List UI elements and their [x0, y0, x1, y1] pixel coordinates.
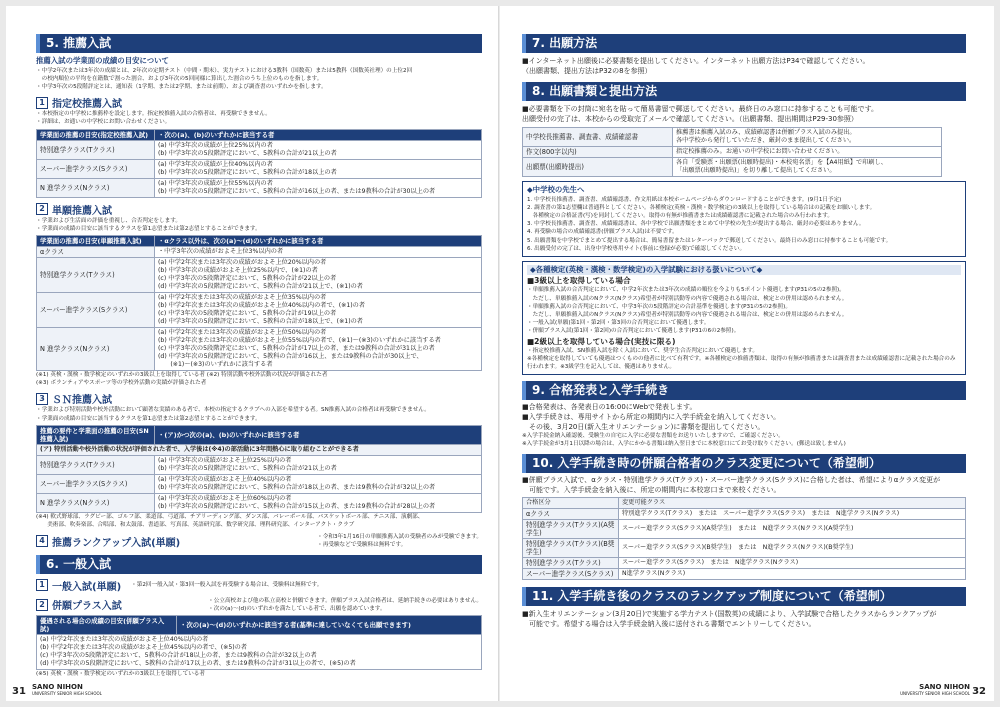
jhs-line-1: 2. 調査書の第1志望欄は普通科としてください。各種検定(英検・漢検・数学検定)の3級以上を取得している場合はの記載をお願いします。: [527, 204, 876, 211]
t3-class-cell: N 進学クラス(Nクラス): [37, 493, 155, 512]
t10-class-cell: 特別進学クラス(Tクラス): [523, 557, 619, 568]
s5-line-1: の校内順位の平均を在籍数で割った割合、および3年次の5回同様に算出した割合のうち上位のものを指します。: [36, 75, 323, 82]
t1-criterion: (b) 中学3年次の5段階評定において、5教科の合計が18以上の者: [158, 168, 337, 176]
brand-left: [32, 683, 102, 696]
t2-criterion: (a) 中学2年次または3年次の成績がおよそ上位50%以内の者: [158, 328, 327, 336]
exam1-line-5: ・併願プラス入試(第1回・第2回)の合否判定において優遇します(P31の6の2参照)。: [527, 328, 740, 335]
t8-class-cell: 作文(800字以内): [523, 147, 673, 158]
t1-criterion: (b) 中学3年次の5段階評定において、5教科の合計が21以上の者: [158, 149, 337, 157]
s11-line-1: 可能です。希望する場合は入学手続金納入後に送付される書類でエントリーしてください。: [522, 619, 816, 628]
page-number-left: 31: [12, 686, 26, 697]
t8-criteria-cell: [673, 158, 942, 177]
t1-criterion: (a) 中学3年次の成績が上位25%以内の者: [158, 141, 273, 149]
t2-class-cell: スーパー進学クラス(Sクラス): [37, 292, 155, 327]
t3-row: [37, 474, 482, 493]
s11-line-0: ■新入生オリエンテーション(3月20日)で実施する学力テスト(国数英)の成績により、入学試験で合格したクラスからランクアップが: [522, 609, 937, 618]
num-1: 1: [36, 97, 48, 109]
jhs-line-3: 3. 中学校長推薦書、調査書、成績確認書は、各中学校で出願書類をまとめて中学校の先生が提出する場合、厳封の必要はありません。: [527, 221, 865, 228]
t2-criterion: (d) 中学3年次の5段階評定において、5教科の合計が16以上、または9教科の合計が30以上で、: [158, 352, 423, 360]
g2-note-line-1: ・次の(a)～(d)のいずれかを満たしている者で、出願を認めています。: [208, 605, 386, 612]
note2-0: (※1) 英検・漢検・数学検定のいずれかの3級以上を取得している者 (※2) 特別活動や校外活動の状況が評価された者: [36, 371, 328, 378]
t8-criterion: 推薦書は推薦入試のみ、成績確認書は併願プラス入試のみ提出。: [676, 129, 856, 136]
s5-line-2: ・中学3年次の5段階評定とは、通知表（1学期、または2学期、または前期）、および調査書のいずれかを指します。: [36, 83, 327, 90]
num-2: 2: [36, 203, 48, 215]
t3-class-cell: 特別進学クラス(Tクラス): [37, 455, 155, 474]
t1-criterion: (a) 中学3年次の成績が上位55%以内の者: [158, 179, 273, 187]
table-documents: [522, 127, 942, 177]
exam-sub2: ■2級以上を取得している場合(実技に限る): [527, 336, 676, 346]
t2-row: [37, 257, 482, 292]
num-4: 4: [36, 535, 48, 547]
t2-row: [37, 292, 482, 327]
jhs-line-5: 5. 出願書類を中学校でまとめて提出する場合は、簡易書留またはレターパックで郵送してください。最終日のみ窓口に持参することも可能です。: [527, 237, 892, 244]
t8-row: [523, 158, 942, 177]
t2-criteria-cell: [155, 292, 482, 327]
t3-row: [37, 493, 482, 512]
s7-lines: [522, 56, 966, 76]
t10-row: [523, 519, 966, 538]
t1-class-cell: N 進学クラス(Nクラス): [37, 178, 155, 197]
t2-criterion: (d) 中学3年次の5段階評定において、5教科の合計が21以上で、(※1)の者: [158, 282, 363, 290]
section-7-header: 7. 出願方法: [522, 34, 966, 53]
t10-row: [523, 538, 966, 557]
note2-1: (※3) ボランティアやスポーツ等の学校外活動の実績が評価された者: [36, 380, 207, 387]
table-sn: [36, 425, 482, 513]
t10-criterion: 特別進学クラス(Tクラス) または スーパー進学クラス(Sクラス) または N進学クラス(Nクラス): [622, 509, 900, 517]
s9-small-line-0: ※入学手続金納入確認後、受験生の自宅に入学に必要な書類をお送りいたしますので、ご確認ください。: [522, 433, 784, 440]
exam2-line-0: ・指定校推薦入試、SN推薦入試を除く入試において、奨学生合否判定において優遇します。: [527, 347, 758, 354]
t2-criterion: (b) 中学2年次または3年次の成績がおよそ上位55%以内の者で、(※1)～(※3)のいずれかに該当する者: [158, 336, 441, 344]
g2-heading: [36, 597, 482, 613]
sub1-heading: [36, 95, 482, 110]
sub1-line-1: ・詳細は、お通いの中学校にお問い合わせください。: [36, 119, 171, 126]
s9-line-1: ■入学手続きは、専用サイトから所定の期間内に入学手続金を納入してください。: [522, 413, 781, 422]
t3-head-a: 推薦の要件と学業面の推薦の目安(SN推薦入試): [37, 425, 155, 444]
t3-criterion: (b) 中学3年次の5段階評定において、5教科の合計が18以上の者、または9教科の合計が32以上の者: [158, 483, 436, 491]
sub2-lines: [36, 217, 482, 233]
note3-0: (※4) 軟式野球部、ラグビー部、ゴルフ部、柔道部、弓道部、チアリーディング部、ダンス部、バレーボール部、バスケットボール部、テニス部、演劇部、: [36, 513, 424, 520]
sub1-title: 指定校推薦入試: [52, 99, 122, 111]
s11-lines: [522, 609, 966, 629]
t3-criterion: (a) 中学3年次の成績がおよそ上位25%以内の者: [158, 456, 292, 464]
s9-line-2: その後、3月20日(新入生オリエンテーション)に書類を提出してください。: [522, 423, 765, 432]
s10-line-0: ■併願プラス入試で、αクラス・特別進学クラス(Tクラス)・スーパー進学クラス(Sクラス)に合格した者は、希望によりαクラス変更が: [522, 475, 941, 484]
s9-lines: [522, 402, 966, 432]
t10-criterion: スーパー進学クラス(Sクラス)(A奨学生) または N進学クラス(Nクラス)(A奨学生): [622, 524, 854, 532]
t1-class-cell: 特別進学クラス(Tクラス): [37, 140, 155, 159]
exam-sub1: ■3級以上を取得している場合: [527, 276, 631, 286]
t4-cell: [37, 634, 482, 669]
t8-criterion: 指定校推薦のみ。お通いの中学校にお問い合わせください。: [676, 148, 844, 155]
t10-row: [523, 568, 966, 579]
t3-head-c: (ア) 特別活動や校外活動の状況が評価された者で、入学後は(※4)の部活動に3年間熱心に取り組むことができる者: [37, 444, 482, 455]
exam2-lines: [527, 347, 961, 372]
t1-criteria-cell: [155, 140, 482, 159]
t2-row: [37, 327, 482, 370]
jhs-line-2: 各種検定の合格証書(写)を同封してください。取得の有無が推薦書または成績確認書に記載された場合のみ行われます。: [527, 212, 833, 219]
sub4-note-line-0: ・令和3年1月16日の単願推薦入試の受験者のみが受験できます。: [317, 534, 482, 541]
s5-bullet: 推薦入試の学業面の成績の目安について: [36, 56, 169, 65]
table-plus: [36, 615, 482, 670]
t10-h1: 変更可能クラス: [619, 497, 966, 508]
t1-criteria-cell: [155, 159, 482, 178]
table-single: [36, 235, 482, 371]
brand-right: [900, 683, 970, 696]
t8-class-cell: 出願票(出願時提出): [523, 158, 673, 177]
s7-line-1: （出願書類、提出方法はP32の8を参照）: [522, 67, 652, 75]
num-g2: 2: [36, 599, 48, 611]
note3-1: 美術部、吹奏楽部、合唱部、和太鼓部、書道部、写真部、英語研究部、数学研究部、理科研究部、インターアクト・クラブ: [36, 521, 355, 528]
s7-line-0: ■インターネット出願後に必要書類を提出してください。インターネット出願方法はP34で確認してください。: [522, 57, 870, 65]
brand-sub-left: UNIVERSITY SENIOR HIGH SCHOOL: [32, 691, 102, 696]
t4-line-2: (c) 中学3年次の5段階評定において、5教科の合計が18以上の者、または9教科の合計が32以上の者: [40, 651, 317, 659]
t4-head-a: 優遇される場合の成績の目安(併願プラス入試): [37, 615, 177, 634]
t8-row: [523, 128, 942, 147]
jhs-box: [522, 181, 966, 257]
t10-row: [523, 508, 966, 519]
t1-row: [37, 178, 482, 197]
t2-head-a: 学業面の推薦の目安(単願推薦入試): [37, 235, 155, 246]
t3-criteria-cell: [155, 474, 482, 493]
t2-criterion: (c) 中学3年次の5段階評定において、5教科の合計が17以上の者、または9教科の合計が31以上の者: [158, 344, 435, 352]
t10-row: [523, 557, 966, 568]
brand-name-left: SANO NIHON: [32, 683, 83, 691]
t2-class-cell: 特別進学クラス(Tクラス): [37, 257, 155, 292]
sub2-line-1: ・学業面の成績の目安に該当するクラスを第1志望または第2志望とすることができます。: [36, 225, 261, 232]
exam1-line-0: ・単願推薦入試の合否判定において、中学2年次または3年次の成績の順位を今よりも5ポイント優遇します(P31の5の2参照)。: [527, 287, 845, 294]
t2-criterion: ・中学3年次の成績がおよそ上位3%以内の者: [158, 247, 284, 255]
jhs-line-0: 1. 中学校長推薦書、調査書、成績確認書、作文用紙は本校ホームページからダウンロードすることができます。(9月1日予定): [527, 196, 842, 203]
jhs-title: ◆中学校の先生へ: [527, 185, 585, 194]
sub3-line-1: ・学業面の成績の目安に該当するクラスを第1志望または第2志望とすることができます。: [36, 415, 261, 422]
exam1-lines: [527, 286, 961, 335]
sub4-note-line-1: ・再受験などで受験料は無料です。: [317, 542, 407, 549]
sub3-title: ＳＮ推薦入試: [52, 395, 112, 407]
t8-criterion: 各自「受験票・出願票(出願時提出)・本校宛名票」を【A4用紙】で印刷し、: [676, 159, 887, 166]
t1-criterion: (b) 中学3年次の5段階評定において、5教科の合計が16以上の者、または9教科の合計が30以上の者: [158, 187, 436, 195]
t2-criterion: (c) 中学3年次の5段階評定において、5教科の合計が22以上の者: [158, 274, 337, 282]
sub2-heading: [36, 202, 482, 217]
right-page: [500, 6, 994, 701]
left-content: [6, 6, 500, 678]
t2-class-cell: αクラス: [37, 246, 155, 257]
t1-class-cell: スーパー進学クラス(Sクラス): [37, 159, 155, 178]
sub2-title: 単願推薦入試: [52, 205, 112, 217]
t2-criterion: (b) 中学3年次の成績がおよそ上位25%以内で、(※1)の者: [158, 266, 318, 274]
num-g1: 1: [36, 579, 48, 591]
t2-head-b: ・αクラス以外は、次の(a)～(d)のいずれかに該当する者: [155, 235, 482, 246]
section-6-header: 6. 一般入試: [36, 555, 482, 574]
notes2: [36, 371, 482, 387]
s5-lines: [36, 67, 482, 92]
exam1-line-1: ただし、単願推薦入試のNクラス(Nクラス)希望者が特別活動等の内容で優遇される場合は、検定との併用は認められません。: [527, 295, 848, 302]
table-class-change: [522, 497, 966, 580]
t4-line-0: (a) 中学2年次または3年次の成績がおよそ上位40%以内の者: [40, 635, 209, 643]
t1-head-b: ・次の(a)、(b)のいずれかに該当する者: [155, 129, 482, 140]
t3-criterion: (b) 中学3年次の5段階評定において、5教科の合計が15以上の者、または9教科の合計が28以上の者: [158, 502, 436, 510]
t8-criteria-cell: [673, 128, 942, 147]
g2-title: 併願プラス入試: [52, 601, 122, 613]
exam-title: ◆各種検定(英検・漢検・数学検定)の入学試験における扱いについて◆: [527, 265, 961, 276]
t10-class-cell: 特別進学クラス(Tクラス)(B奨学生): [523, 538, 619, 557]
t2-criterion: (d) 中学3年次の5段階評定において、5教科の合計が18以上で、(※1)の者: [158, 317, 363, 325]
table-designated: [36, 129, 482, 198]
t3-criterion: (b) 中学3年次の5段階評定において、5教科の合計が21以上の者: [158, 464, 337, 472]
sub1-lines: [36, 110, 482, 126]
t2-criterion: (※1)～(※3)のいずれかに該当する者: [158, 360, 273, 368]
g1-title: 一般入試(単願): [52, 581, 122, 593]
t2-criterion: (b) 中学2年次または3年次の成績がおよそ上位40%以内の者で、(※1)の者: [158, 301, 366, 309]
sub1-line-0: ・本校指定の中学校に推薦枠を設定します。指定校推薦入試の合格者は、再受験できません。: [36, 111, 271, 118]
t10-class-cell: αクラス: [523, 508, 619, 519]
t2-criteria-cell: [155, 246, 482, 257]
t3-head-b: ・(ア)かつ次の(a)、(b)のいずれかに該当する者: [155, 425, 482, 444]
exam2-line-1: ※各種検定を取得していても優遇はつくものの他者に比べて有利です。※各種検定の推薦書類は、取得の有無が推薦書または調査書または成績確認書に記載された場合のみ行われます。※3級学生を記入しては、優遇はありません。: [527, 355, 956, 371]
t1-row: [37, 140, 482, 159]
t8-criteria-cell: [673, 147, 942, 158]
g2-note-line-0: ・公立高校および他の私立高校と併願できます。併願プラス入試合格者は、延納手続きの必要はありません。: [208, 597, 482, 604]
jhs-line-6: 6. 出願受付の完了は、出身中学校専用サイト(事前に登録が必要)で確認してください。: [527, 245, 746, 252]
sub3-lines: [36, 406, 482, 422]
exam1-line-2: ・単願推薦入試の合否判定において、中学3年次の5段階評定の合計基準を優遇します(P31の5の2参照)。: [527, 303, 791, 310]
s9-small: [522, 432, 966, 448]
t10-criteria-cell: [619, 568, 966, 579]
section-8-header: 8. 出願書類と提出方法: [522, 82, 966, 101]
s10-line-1: 可能です。入学手続金を納入後に、所定の期間内に本校窓口まで来校ください。: [522, 485, 781, 494]
t2-criterion: (c) 中学3年次の5段階評定において、5教科の合計が19以上の者: [158, 309, 337, 317]
section-10-header: 10. 入学手続き時の併願合格者のクラス変更について（希望制）: [522, 454, 966, 473]
t8-class-cell: 中学校長推薦書、調査書、成績確認書: [523, 128, 673, 147]
right-content: [500, 6, 994, 629]
s8-lines: [522, 104, 966, 124]
t2-criterion: (a) 中学2年次または3年次の成績がおよそ上位35%以内の者: [158, 293, 327, 301]
sub2-line-0: ・学業および生活面の評価を重視し、合否判定をします。: [36, 217, 181, 224]
t3-criterion: (a) 中学3年次の成績がおよそ上位60%以内の者: [158, 494, 292, 502]
t8-criterion: 「出願票(出願時提出)」を切り離して提出してください。: [676, 167, 836, 174]
t2-criteria-cell: [155, 327, 482, 370]
t10-class-cell: 特別進学クラス(Tクラス)(A奨学生): [523, 519, 619, 538]
t10-criteria-cell: [619, 508, 966, 519]
page-number-right: 32: [972, 686, 986, 697]
t10-criteria-cell: [619, 538, 966, 557]
brand-sub-right: UNIVERSITY SENIOR HIGH SCHOOL: [900, 691, 970, 696]
g1-note: ・第2回一般入試・第3回一般入試を再受験する場合は、受験料は無料です。: [131, 581, 323, 588]
exam-box: [522, 261, 966, 375]
t3-criteria-cell: [155, 455, 482, 474]
t8-row: [523, 147, 942, 158]
t8-criterion: 各中学校から発行していただき、厳封のまま提出してください。: [676, 137, 856, 144]
t1-criterion: (a) 中学3年次の成績が上位40%以内の者: [158, 160, 273, 168]
s9-line-0: ■合格発表は、各発表日の16:00にWebで発表します。: [522, 403, 697, 412]
sub3-line-0: ・学業および特別活動や校外活動において顕著な実績のある者で、本校の指定するクラブへの入部を希望する者。SN推薦入試の合格者は再受験できません。: [36, 407, 430, 414]
t2-criterion: (a) 中学2年次または3年次の成績がおよそ上位20%以内の者: [158, 258, 327, 266]
t1-criteria-cell: [155, 178, 482, 197]
note5: (※5) 英検・漢検・数学検定のいずれかの3級以上を取得している者: [36, 670, 205, 677]
s5-line-0: ・中学2年次または3年次の成績とは、2年次の定期テスト（中間・期末）、実力テストにおける3教科（国数英）または5教科（国数英社理）の上位2回: [36, 67, 413, 74]
sub4-note: [317, 533, 482, 549]
jhs-lines: [527, 196, 961, 253]
notes3: [36, 513, 482, 529]
exam1-line-4: ・一般入試(単願)第1回・第2回・第3回の合否判定において優遇します。: [527, 320, 710, 327]
g2-note: [208, 597, 482, 613]
num-3: 3: [36, 393, 48, 405]
s10-lines: [522, 475, 966, 495]
t4-head-b: ・次の(a)～(d)のいずれかに該当する者(基準に達していなくても出願できます): [177, 615, 482, 634]
section-11-header: 11. 入学手続き後のクラスのランクアップ制度について（希望制）: [522, 587, 966, 606]
t4-line-1: (b) 中学2年次または3年次の成績がおよそ上位45%以内の者で、(※5)の者: [40, 643, 248, 651]
t1-row: [37, 159, 482, 178]
t3-criterion: (a) 中学3年次の成績がおよそ上位40%以内の者: [158, 475, 292, 483]
t2-row: [37, 246, 482, 257]
t3-criteria-cell: [155, 493, 482, 512]
t10-criterion: N進学クラス(Nクラス): [622, 569, 686, 577]
sub4-title: 推薦ランクアップ入試(単願): [52, 537, 181, 549]
t4-line-3: (d) 中学3年次の5段階評定において、5教科の合計が17以上の者、または9教科の合計が31以上の者で、(※5)の者: [40, 659, 356, 667]
t3-row: [37, 455, 482, 474]
t3-class-cell: スーパー進学クラス(Sクラス): [37, 474, 155, 493]
left-page: [6, 6, 500, 701]
s8-line-1: 出願受付の完了は、本校からの受取完了メールで確認してください。（出願書類、提出期間はP29-30参照）: [522, 115, 858, 123]
brand-name-right: SANO NIHON: [919, 683, 970, 691]
t2-class-cell: N 進学クラス(Nクラス): [37, 327, 155, 370]
t1-head-a: 学業面の推薦の目安(指定校推薦入試): [37, 129, 155, 140]
g1-heading: [36, 578, 482, 593]
section-9-header: 9. 合格発表と入学手続き: [522, 381, 966, 400]
exam1-line-3: ただし、単願推薦入試のNクラス(Nクラス)希望者が特別活動等の内容で優遇される場合は、検定との併用は認められません。: [527, 312, 848, 319]
t10-criteria-cell: [619, 557, 966, 568]
section-5-header: 5. 推薦入試: [36, 34, 482, 53]
sub4-heading: [36, 533, 482, 549]
t2-criteria-cell: [155, 257, 482, 292]
t10-class-cell: スーパー進学クラス(Sクラス): [523, 568, 619, 579]
jhs-line-4: 4. 再受験の場合の成績確認書(併願プラス入試)は不要です。: [527, 229, 678, 236]
s8-line-0: ■必要書類を下の封筒に宛名を貼って簡易書留で郵送してください。最終日のみ窓口に持参することも可能です。: [522, 105, 879, 113]
t10-criteria-cell: [619, 519, 966, 538]
s9-small-line-1: ※入学手続金が3月1日以降の場合は、入学にかかる書類は納入翌日までに本校窓口にてお受け取りください。(郵送は致しません): [522, 441, 846, 448]
t10-h0: 合格区分: [523, 497, 619, 508]
t10-criterion: スーパー進学クラス(Sクラス) または N進学クラス(Nクラス): [622, 558, 799, 566]
sub3-heading: [36, 391, 482, 406]
t10-criterion: スーパー進学クラス(Sクラス)(B奨学生) または N進学クラス(Nクラス)(B奨学生): [622, 543, 854, 551]
